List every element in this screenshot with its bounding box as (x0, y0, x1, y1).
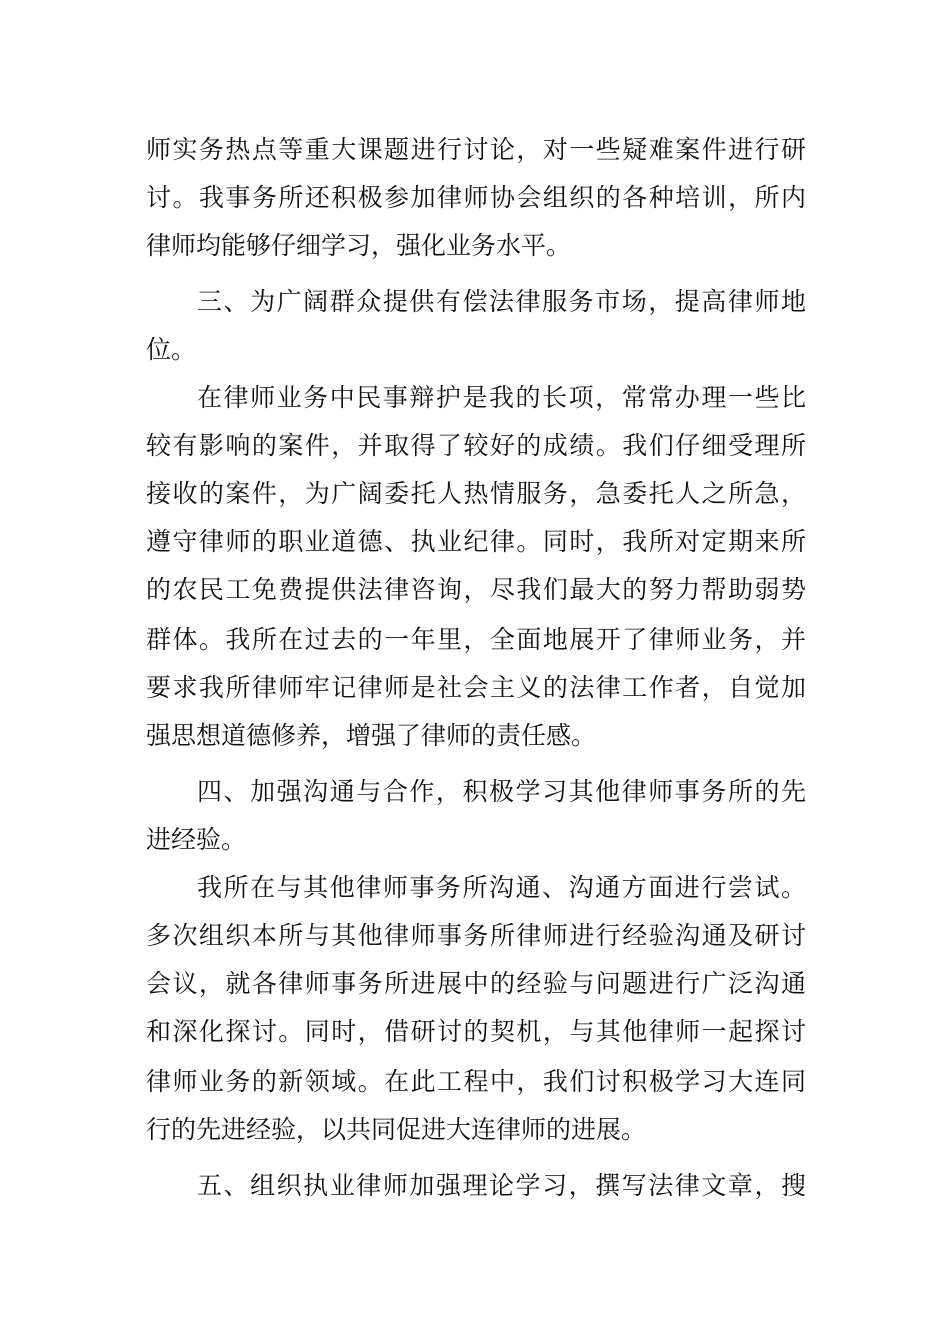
text-line: 要求我所律师牢记律师是社会主义的法律工作者，自觉加 (146, 673, 806, 702)
text-line: 会议，就各律师事务所进展中的经验与问题进行广泛沟通 (146, 969, 806, 998)
text-line: 较有影响的案件，并取得了较好的成绩。我们仔细受理所 (146, 431, 806, 460)
text-line: 讨。我事务所还积极参加律师协会组织的各种培训，所内 (146, 183, 806, 212)
section-heading: 三、为广阔群众提供有偿法律服务市场，提高律师地 (197, 287, 806, 316)
section-heading: 位。 (146, 335, 197, 364)
text-line: 群体。我所在过去的一年里，全面地展开了律师业务，并 (146, 625, 806, 654)
text-line: 和深化探讨。同时，借研讨的契机，与其他律师一起探讨 (146, 1017, 806, 1046)
text-line: 行的先进经验，以共同促进大连律师的进展。 (146, 1115, 647, 1144)
text-line: 在律师业务中民事辩护是我的长项，常常办理一些比 (197, 383, 806, 412)
section-heading: 五、组织执业律师加强理论学习，撰写法律文章，搜 (197, 1171, 806, 1200)
section-heading: 四、加强沟通与合作，积极学习其他律师事务所的先 (197, 777, 806, 806)
text-line: 的农民工免费提供法律咨询，尽我们最大的努力帮助弱势 (146, 575, 806, 604)
section-heading: 进经验。 (146, 825, 247, 854)
text-line: 律师均能够仔细学习，强化业务水平。 (146, 231, 572, 260)
text-line: 接收的案件，为广阔委托人热情服务，急委托人之所急， (146, 479, 806, 508)
text-line: 我所在与其他律师事务所沟通、沟通方面进行尝试。 (197, 873, 806, 902)
text-line: 遵守律师的职业道德、执业纪律。同时，我所对定期来所 (146, 527, 806, 556)
text-line: 多次组织本所与其他律师事务所律师进行经验沟通及研讨 (146, 921, 806, 950)
text-line: 师实务热点等重大课题进行讨论，对一些疑难案件进行研 (146, 135, 806, 164)
text-line: 律师业务的新领域。在此工程中，我们讨积极学习大连同 (146, 1067, 806, 1096)
text-line: 强思想道德修养，增强了律师的责任感。 (146, 721, 597, 750)
